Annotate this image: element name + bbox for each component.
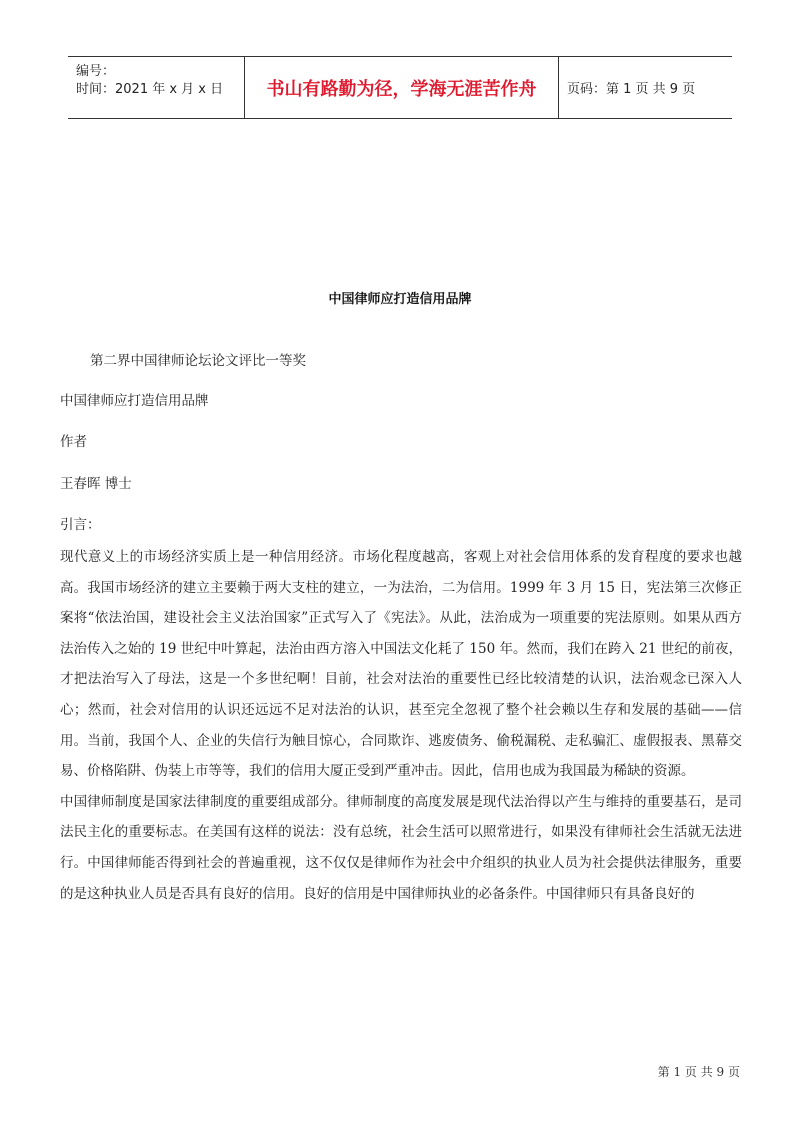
author-name: 王春晖 博士 xyxy=(60,476,132,492)
header-page-info: 页码：第 1 页 共 9 页 xyxy=(567,82,696,97)
page-header xyxy=(68,56,732,119)
time-label: 时间：2021 年 x 月 x 日 xyxy=(76,82,224,97)
body-text xyxy=(60,542,742,909)
intro-label: 引言： xyxy=(60,517,101,533)
document-title: 中国律师应打造信用品牌 xyxy=(328,292,472,307)
page-footer: 第 1 页 共 9 页 xyxy=(657,1065,740,1079)
subtitle-line: 中国律师应打造信用品牌 xyxy=(60,393,209,409)
paragraph: 现代意义上的市场经济实质上是一种信用经济。市场化程度越高，客观上对社会信用体系的发育程度的要求也越高。我国市场经济的建立主要赖于两大支柱的建立，一为法治，二为信用。1999 年 3 月 15 日，宪法第三次修正案将“依法治国，建设社会主义法治国家”正式写入了《宪法》。从此，法治成为一项重要的宪法原则。如果从西方法治传入之始的 19 世纪中叶算起，法治由西方溶入中国法文化耗了 150 年。然而，我们在跨入 21 世纪的前夜，才把法治写入了母法，这是一个多世纪啊！目前，社会对法治的重要性已经比较清楚的认识，法治观念已深入人心；然而，社会对信用的认识还远远不足对法治的认识，甚至完全忽视了整个社会赖以生存和发展的基础——信用。当前，我国个人、企业的失信行为触目惊心，合同欺诈、逃废债务、偷税漏税、走私骗汇、虚假报表、黑幕交易、价格陷阱、伪装上市等等，我们的信用大厦正受到严重冲击。因此，信用也成为我国最为稀缺的资源。 xyxy=(60,549,742,780)
header-meta xyxy=(68,57,245,118)
header-motto: 书山有路勤为径，学海无涯苦作舟 xyxy=(245,57,559,118)
author-label: 作者 xyxy=(60,434,87,450)
number-label: 编号： xyxy=(76,64,116,79)
paragraph: 中国律师制度是国家法律制度的重要组成部分。律师制度的高度发展是现代法治得以产生与维持的重要基石，是司法民主化的重要标志。在美国有这样的说法：没有总统，社会生活可以照常进行，如果没有律师社会生活就无法进行。中国律师能否得到社会的普遍重视，这不仅仅是律师作为社会中介组织的执业人员为社会提供法律服务，重要的是这种执业人员是否具有良好的信用。良好的信用是中国律师执业的必备条件。中国律师只有具备良好的 xyxy=(60,793,742,902)
award-line: 第二界中国律师论坛论文评比一等奖 xyxy=(90,353,306,369)
